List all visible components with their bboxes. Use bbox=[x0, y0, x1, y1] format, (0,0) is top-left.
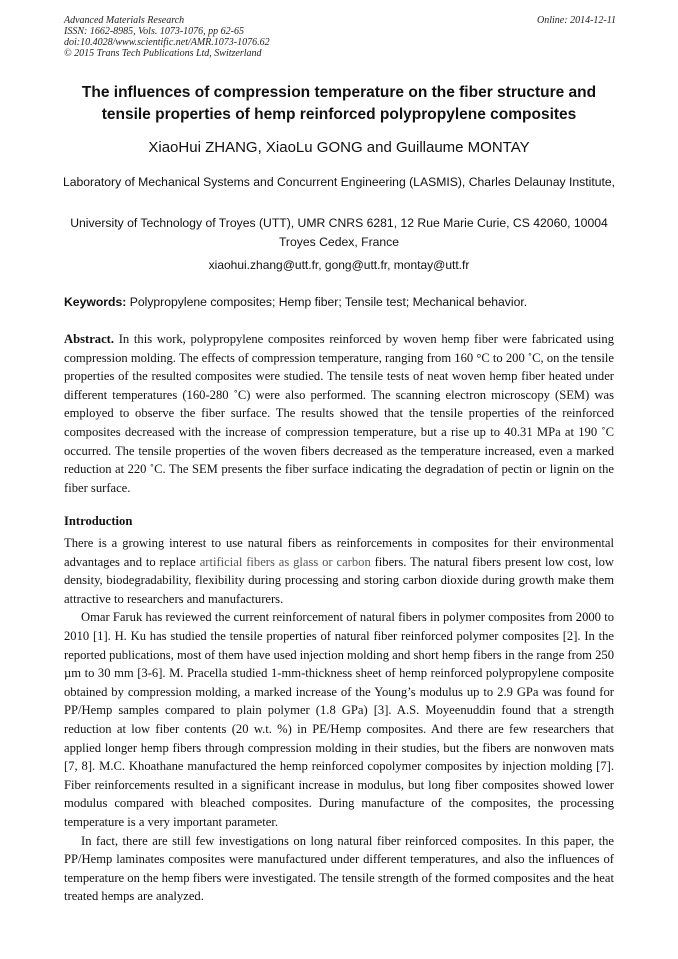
introduction-heading: Introduction bbox=[64, 514, 133, 528]
keywords-label: Keywords: bbox=[64, 295, 127, 309]
intro-p1-start: There is a growing interest to use natural fibers as reinforcements in composites for their environmental advantages and to replace bbox=[64, 536, 614, 569]
intro-p1-highlight: artificial fibers as glass or carbon bbox=[199, 554, 371, 569]
introduction-body bbox=[64, 534, 614, 906]
keywords bbox=[64, 294, 616, 310]
online-date: Online: 2014-12-11 bbox=[537, 15, 616, 26]
copyright-line: © 2015 Trans Tech Publications Ltd, Switzerland bbox=[64, 48, 262, 59]
intro-paragraph-2: Omar Faruk has reviewed the current reinforcement of natural fibers in polymer composites from 2000 to 2010 [1]. H. Ku has studied the tensile properties of natural fiber reinforced polymer composites [2]. In the reported publications, most of them have used injection molding and short hemp fibers in the range from 250 µm to 30 mm [3-6]. M. Pracella studied 1-mm-thickness sheet of hemp reinforced polypropylene composite obtained by compression molding, a marked increase of the Young’s modulus up to 2.9 GPa was found for PP/Hemp samples compared to plain polymer (1.8 GPa) [3]. A.S. Moyeenuddin found that a strength reduction at low fiber contents (20 w.t. %) in PE/Hemp composites. And there are few researchers that applied longer hemp fibers through compression molding in their studies, but the fibers are nonwoven mats [7, 8]. M.C. Khoathane manufactured the hemp reinforced copolymer composites by injection molding [7]. Fiber reinforcements resulted in a significant increase in modulus, but long fiber composites showed lower modulus compared with bleached composites. During manufacture of the composites, the processing temperature is a very important parameter. bbox=[64, 610, 614, 829]
abstract-label: Abstract. bbox=[64, 332, 115, 346]
abstract-text: In this work, polypropylene composites reinforced by woven hemp fiber were fabricated using compression molding. The effects of compression temperature, ranging from 160 °C to 200 ˚C, on the tensile properties of the resulted composites were studied. The tensile tests of neat woven hemp fiber heated under different temperatures (160-280 ˚C) were also performed. The scanning electron microscopy (SEM) was employed to observe the fiber surface. The results showed that the tensile properties of the reinforced composites decreased with the increase of compression temperature, but a rise up to 40.31 MPa at 190 ˚C occurred. The tensile properties of the woven fibers decreased as the temperature increased, even a marked reduction at 220 ˚C. The SEM presents the fiber surface indicating the degradation of pectin or lignin on the fiber surface. bbox=[64, 332, 614, 495]
intro-p1-end: fibers. The natural fibers present low cost, low density, biodegradability, flexibility during processing and storing carbon dioxide during growth make them attractive to researchers and manufacturers. bbox=[64, 554, 614, 606]
abstract bbox=[64, 330, 614, 497]
paper-title: The influences of compression temperature on the fiber structure and tensile properties of hemp reinforced polypropylene composites bbox=[81, 84, 597, 123]
affiliation-lab: Laboratory of Mechanical Systems and Concurrent Engineering (LASMIS), Charles Delaunay Institute, bbox=[62, 175, 616, 189]
affiliation-university: University of Technology of Troyes (UTT), UMR CNRS 6281, 12 Rue Marie Curie, CS 42060, 10004 Troyes Cedex, France bbox=[70, 216, 608, 249]
issn-line: ISSN: 1662-8985, Vols. 1073-1076, pp 62-65 bbox=[64, 26, 244, 37]
journal-header bbox=[64, 15, 616, 59]
author-emails: xiaohui.zhang@utt.fr, gong@utt.fr, montay@utt.fr bbox=[208, 258, 470, 272]
intro-paragraph-3: In fact, there are still few investigations on long natural fiber reinforced composites. In this paper, the PP/Hemp laminates composites were manufactured under different temperatures, and also the influences of temperature on the hemp fibers were investigated. The tensile strength of the formed composites and the heat treated hemps are analyzed. bbox=[64, 833, 614, 904]
journal-name: Advanced Materials Research bbox=[64, 15, 185, 26]
keywords-text: Polypropylene composites; Hemp fiber; Tensile test; Mechanical behavior. bbox=[126, 295, 528, 309]
intro-paragraph-1 bbox=[64, 534, 614, 608]
author-list: XiaoHui ZHANG, XiaoLu GONG and Guillaume MONTAY bbox=[148, 139, 530, 156]
doi-line: doi:10.4028/www.scientific.net/AMR.1073-1076.62 bbox=[64, 37, 270, 48]
